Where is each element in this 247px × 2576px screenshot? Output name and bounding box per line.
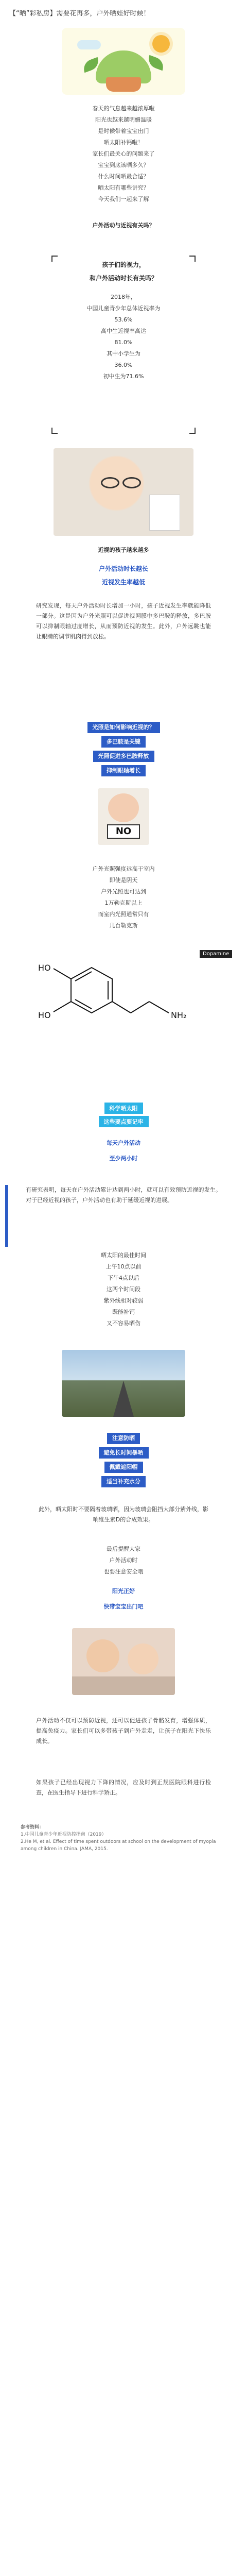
sun-icon bbox=[152, 35, 170, 53]
section2-line: 几百勒克斯 bbox=[109, 922, 138, 929]
section3-line: 晒太阳的最佳时间 bbox=[101, 1252, 146, 1259]
stat-line: 81.0% bbox=[114, 339, 133, 346]
intro-line: 什么时间晒最合适？ bbox=[98, 173, 149, 180]
blue-band-label: 光照促进多巴胺释放 bbox=[93, 751, 154, 762]
blue-band-label: 抑制眼轴增长 bbox=[101, 765, 146, 776]
cloud-icon bbox=[77, 40, 101, 49]
blue-band-label: 佩戴遮阳帽 bbox=[104, 1462, 143, 1473]
section2-blue-bars bbox=[0, 721, 247, 779]
intro-emphasis-wrap bbox=[0, 222, 247, 235]
atom-label: NH₂ bbox=[171, 1010, 187, 1020]
intro-line: 家长们最关心的问题来了 bbox=[92, 150, 155, 157]
intro-line: 阳光也越来越明媚温暖 bbox=[95, 116, 152, 123]
blue-band-label: 避免长时间暴晒 bbox=[99, 1447, 149, 1459]
intro-emphasis: 户外活动与近视有关吗？ bbox=[92, 222, 155, 229]
child-glasses-photo bbox=[54, 448, 193, 536]
blue-line: 快带宝宝出门吧 bbox=[103, 1603, 144, 1610]
section3-line: 又不容易晒伤 bbox=[107, 1320, 140, 1327]
intro-lines bbox=[0, 105, 247, 207]
stat-line: 其中小学生为 bbox=[107, 350, 140, 357]
blue-band-label: 适当补充水分 bbox=[101, 1476, 146, 1487]
section3-ribbons bbox=[0, 1103, 247, 1131]
section5-paragraph-2: 如果孩子已经出现视力下降的情况，应及时到正规医院眼科进行检查，在医生指导下进行科学矫正。 bbox=[36, 1779, 211, 1796]
section5-paragraph-1: 户外活动不仅可以预防近视，还可以促进孩子骨骼发育，增强体质，提高免疫力。家长们可以多带孩子到户外走走，让孩子在阳光下快乐成长。 bbox=[36, 1717, 211, 1744]
stat-line: 2018年， bbox=[111, 294, 136, 300]
stat-line: 36.0% bbox=[114, 362, 133, 368]
section3-lines bbox=[0, 1252, 247, 1331]
stat-line: 高中生近视率高达 bbox=[101, 328, 146, 334]
section4-blue-lines bbox=[0, 1587, 247, 1618]
section1-heading-line: 孩子们的视力， bbox=[101, 261, 145, 268]
intro-line: 春天的气息越来越浓厚啦 bbox=[92, 105, 155, 112]
section1-stats bbox=[0, 294, 247, 384]
atom-label: HO bbox=[38, 963, 51, 973]
section4-line: 最后提醒大家 bbox=[107, 1546, 140, 1552]
section2-line: 1万勒克斯以上 bbox=[104, 900, 143, 906]
section2-lines bbox=[0, 866, 247, 934]
blue-heading-line: 户外活动时长越长 bbox=[98, 565, 148, 572]
children-photo bbox=[72, 1628, 175, 1695]
no-sign-photo bbox=[98, 788, 149, 845]
atom-label: HO bbox=[38, 1010, 51, 1020]
bracket-bottom-left bbox=[51, 428, 58, 434]
reference-item: 1.中国儿童青少年近视防控指南（2019） bbox=[21, 1832, 107, 1837]
blue-heading-line: 近视发生率越低 bbox=[101, 579, 145, 586]
blue-line: 每天户外活动 bbox=[107, 1140, 140, 1146]
highlight-ribbon: 这些要点要记牢 bbox=[99, 1116, 149, 1127]
section4-items bbox=[0, 1432, 247, 1490]
section1-heading-line: 和户外活动时长有关吗？ bbox=[89, 275, 157, 282]
photo-caption: 近视的孩子越来越多 bbox=[98, 547, 149, 553]
references bbox=[21, 1824, 226, 1853]
section4-lines bbox=[0, 1546, 247, 1580]
references-title: 参考资料： bbox=[21, 1825, 44, 1830]
section3-blue-lines bbox=[0, 1139, 247, 1170]
section2-line: 户外光照强度远高于室内 bbox=[92, 866, 155, 872]
section4-line: 也要注意安全哦 bbox=[103, 1568, 144, 1575]
intro-line: 宝宝到底该晒多久？ bbox=[98, 162, 149, 168]
section3-line: 紫外线相对较弱 bbox=[103, 1297, 144, 1304]
stat-line: 初中生为71.6% bbox=[103, 373, 144, 380]
photo-caption-wrap bbox=[0, 546, 247, 560]
intro-line: 晒太阳补钙啦！ bbox=[103, 139, 144, 146]
blue-band-label: 多巴胺是关键 bbox=[101, 736, 146, 748]
reference-item: 2.He M, et al. Effect of time spent outdoors at school on the development of myopia among children in China. JAMA, 2015. bbox=[21, 1839, 216, 1852]
dopamine-structure bbox=[14, 948, 233, 1061]
section3-paragraph: 有研究表明，每天在户外活动累计达到两小时，就可以有效预防近视的发生。对于已经近视的孩子，户外活动也有助于延缓近视的进展。 bbox=[26, 1187, 221, 1204]
section2-line: 户外光照也可达到 bbox=[101, 888, 146, 895]
section4-line: 户外活动时 bbox=[109, 1557, 138, 1564]
article-title: 【“晒”彩私房】需要花再多，户外晒娃好时候！ bbox=[9, 10, 150, 18]
quote-bar bbox=[5, 1185, 8, 1247]
blue-band-label: 光照是如何影响近视的？ bbox=[87, 722, 160, 733]
highlight-ribbon: 科学晒太阳 bbox=[104, 1103, 143, 1114]
section3-line: 上午10点以前 bbox=[105, 1263, 142, 1270]
stat-line: 中国儿童青少年总体近视率为 bbox=[86, 305, 161, 312]
blue-line: 阳光正好 bbox=[112, 1588, 135, 1595]
intro-line: 晒太阳有哪些讲究？ bbox=[98, 184, 149, 191]
section3-line: 下午4点以后 bbox=[108, 1275, 139, 1281]
bracket-bottom-right bbox=[189, 428, 196, 434]
no-sign: NO bbox=[107, 824, 140, 839]
hero-illustration bbox=[62, 28, 185, 95]
road-landscape-photo bbox=[62, 1350, 185, 1417]
blue-band-label: 注意防晒 bbox=[107, 1433, 140, 1444]
intro-line: 是时候带着宝宝出门 bbox=[98, 128, 149, 134]
intro-line: 今天我们一起来了解 bbox=[98, 196, 149, 202]
dopamine-diagram bbox=[14, 948, 233, 1061]
section1-paragraph: 研究发现，每天户外活动时长增加一小时，孩子近视发生率就能降低一部分。这是因为户外光照可以促进视网膜中多巴胺的释放，多巴胺可以抑制眼轴过度增长，从而预防近视的发生。此外，户外远眺也能让眼睛的调节肌肉得到放松。 bbox=[36, 602, 211, 640]
blue-line: 至少两小时 bbox=[109, 1155, 138, 1162]
stat-line: 53.6% bbox=[114, 316, 133, 323]
molecule-caption: Dopamine bbox=[200, 950, 232, 958]
section3-line: 这两个时间段 bbox=[107, 1286, 140, 1293]
section2-line: 即使是阴天 bbox=[109, 877, 138, 884]
section1-heading bbox=[0, 261, 247, 287]
section3-line: 既能补钙 bbox=[112, 1309, 135, 1315]
section4-paragraph: 此外，晒太阳时不要隔着玻璃晒，因为玻璃会阻挡大部分紫外线，影响维生素D的合成效果。 bbox=[39, 1506, 208, 1523]
section2-line: 而室内光照通常只有 bbox=[98, 911, 149, 918]
section1-blue-heading bbox=[0, 565, 247, 591]
